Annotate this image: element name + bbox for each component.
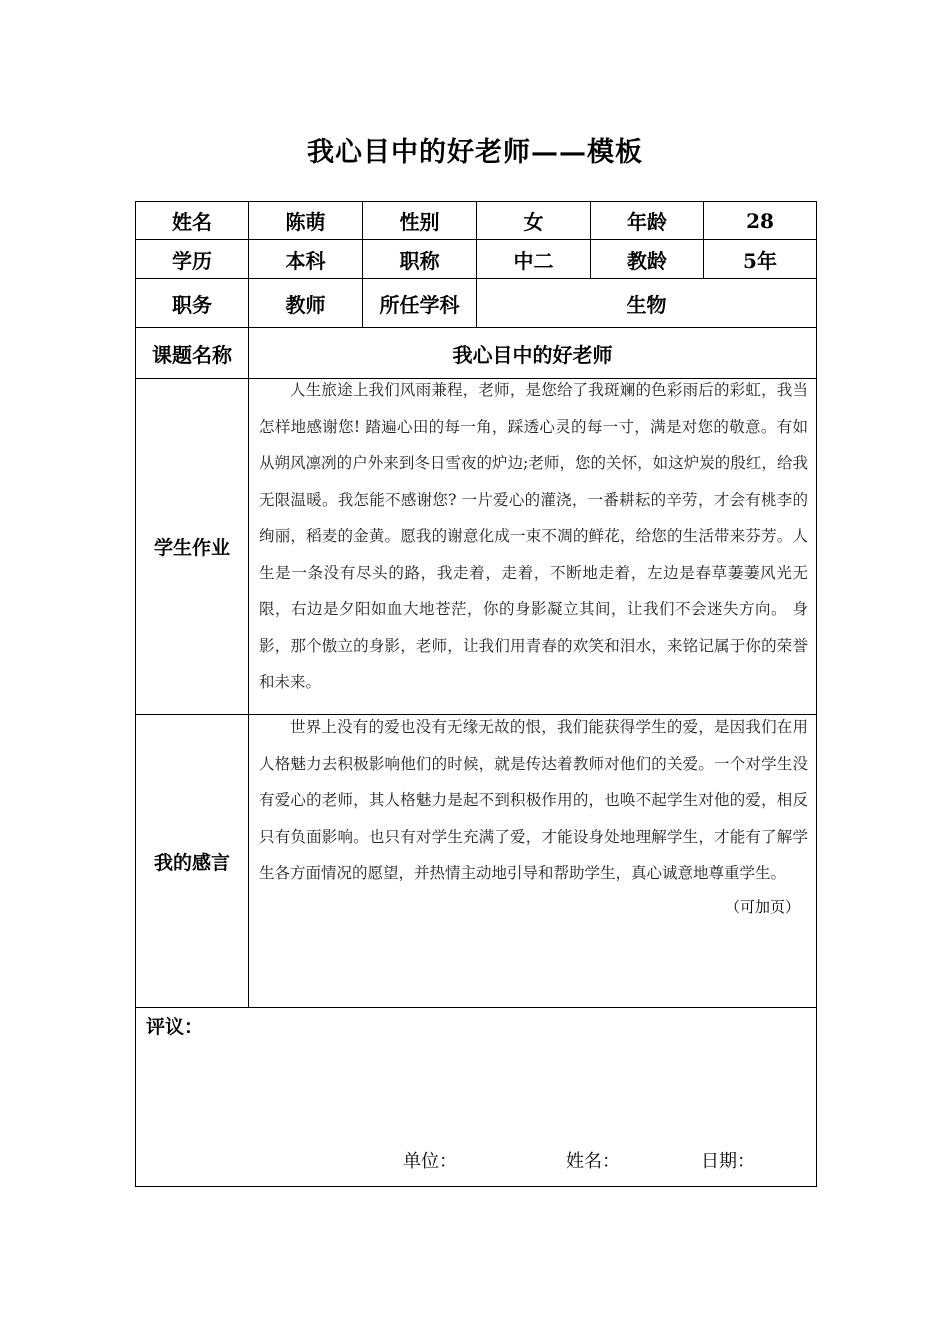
reflection-text: 世界上没有的爱也没有无缘无故的恨，我们能获得学生的爱，是因我们在用人格魅力去积极影响他们的时候，就是传达着教师对他们的关爱。一个对学生没有爱心的老师，其人格魅力是起不到积极作用的，也唤不起学生对他的爱，相反只有负面影响。也只有对学生充满了爱，才能设身处地理解学生，才能有了解学生各方面情况的愿望，并热情主动地引导和帮助学生，真心诚意地尊重学生。 xyxy=(259,718,808,882)
age-label: 年龄 xyxy=(591,202,704,240)
position-value: 教师 xyxy=(249,279,363,328)
homework-text: 人生旅途上我们风雨兼程，老师，是您给了我斑斓的色彩雨后的彩虹，我当怎样地感谢您! 踏遍心田的每一角，踩透心灵的每一寸，满是对您的敬意。有如从朔风凛冽的户外来到冬日雪夜的炉边;老师，您的关怀，如这炉炭的殷红，给我无限温暖。我怎能不感谢您? 一片爱心的灌浇，一番耕耘的辛劳，才会有桃李的绚丽，稻麦的金黄。愿我的谢意化成一束不凋的鲜花，给您的生活带来芬芳。人生是一条没有尽头的路，我走着，走着，不断地走着，左边是春草萋萋风光无限，右边是夕阳如血大地苍茫，你的身影凝立其间，让我们不会迷失方向。 身影，那个傲立的身影，老师，让我们用青春的欢笑和泪水，来铭记属于你的荣誉和未来。 xyxy=(259,381,808,691)
date-label: 日期： xyxy=(701,1151,755,1172)
unit-label: 单位： xyxy=(403,1151,457,1172)
teaching-years-label: 教龄 xyxy=(591,240,704,279)
add-page-note: （可加页） xyxy=(724,897,800,916)
form-row-reflection xyxy=(136,715,817,1008)
teaching-years-value: 5年 xyxy=(704,240,817,279)
gender-label: 性别 xyxy=(363,202,477,240)
education-label: 学历 xyxy=(136,240,249,279)
teacher-info-form xyxy=(135,201,817,1187)
homework-label: 学生作业 xyxy=(136,379,249,715)
reflection-cell xyxy=(249,715,817,1008)
rank-value: 中二 xyxy=(477,240,591,279)
form-row-basic xyxy=(136,202,817,240)
name-value: 陈萌 xyxy=(249,202,363,240)
form-row-topic xyxy=(136,328,817,379)
form-row-position xyxy=(136,279,817,328)
gender-value: 女 xyxy=(477,202,591,240)
rank-label: 职称 xyxy=(363,240,477,279)
age-value: 28 xyxy=(704,202,817,240)
signer-name-label: 姓名： xyxy=(566,1151,620,1172)
subject-value: 生物 xyxy=(477,279,817,328)
name-label: 姓名 xyxy=(136,202,249,240)
comment-cell xyxy=(136,1008,817,1187)
comment-label: 评议： xyxy=(146,1016,204,1038)
topic-value: 我心目中的好老师 xyxy=(249,328,817,379)
reflection-label: 我的感言 xyxy=(136,715,249,1008)
subject-label: 所任学科 xyxy=(363,279,477,328)
topic-label: 课题名称 xyxy=(136,328,249,379)
homework-cell xyxy=(249,379,817,715)
position-label: 职务 xyxy=(136,279,249,328)
form-row-education xyxy=(136,240,817,279)
page-title: 我心目中的好老师——模板 xyxy=(307,137,643,168)
form-row-comment xyxy=(136,1008,817,1187)
form-row-homework xyxy=(136,379,817,715)
education-value: 本科 xyxy=(249,240,363,279)
